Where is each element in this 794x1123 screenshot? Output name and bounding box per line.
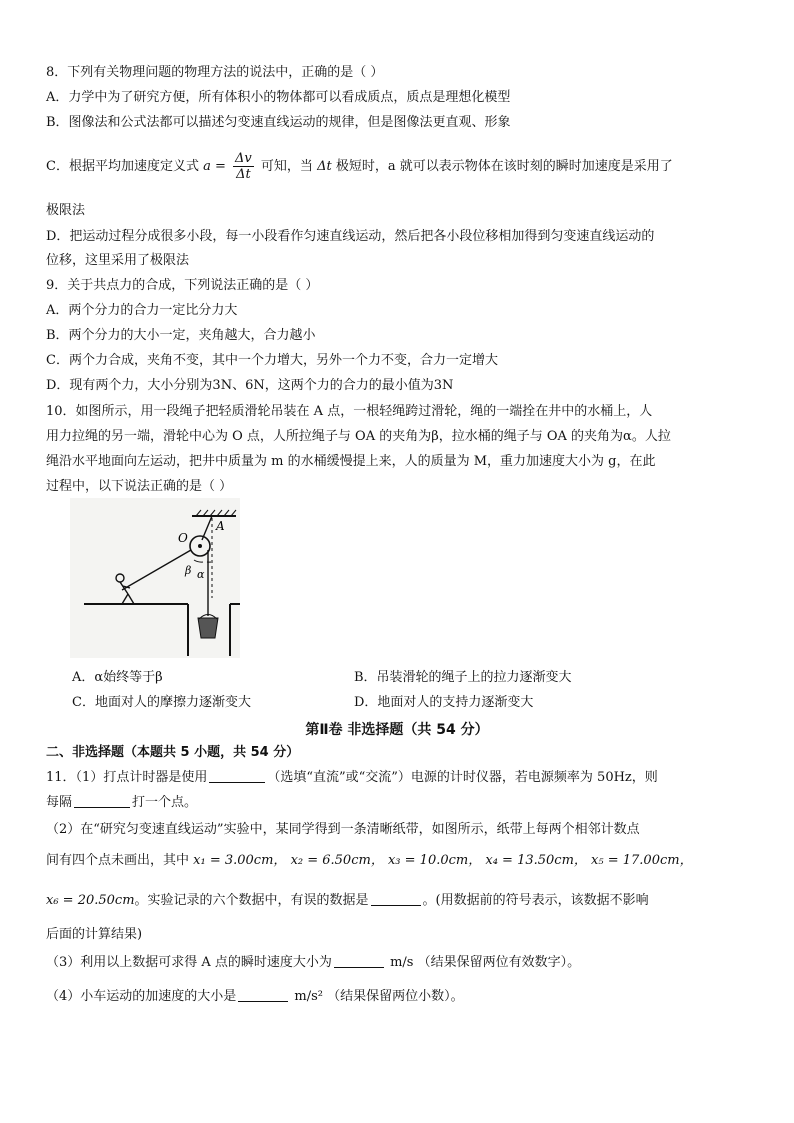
x1-value: x₁ = 3.00cm， <box>193 853 287 868</box>
q8-option-a: A．力学中为了研究方便，所有体积小的物体都可以看成质点，质点是理想化模型 <box>46 90 511 105</box>
answer-blank-5[interactable] <box>238 987 288 1002</box>
q8-option-b: B．图像法和公式法都可以描述匀变速直线运动的规律，但是图像法更直观、形象 <box>46 115 511 130</box>
q10-line1: 10．如图所示，用一段绳子把轻质滑轮吊装在 A 点，一根轻绳跨过滑轮，绳的一端拴在井中的水桶上，人 <box>46 404 653 419</box>
q11-part1-line1 <box>46 767 746 789</box>
beta-arc <box>194 560 203 562</box>
x3-value: x₃ = 10.0cm， <box>387 853 482 868</box>
q8-option-c-post: 极短时，a 就可以表示物体在该时刻的瞬时加速度是采用了 <box>335 159 673 174</box>
q10-option-a: A．α始终等于β <box>72 670 163 685</box>
q8-formula-a: a <box>203 159 211 174</box>
q11-part2-line4: 后面的计算结果) <box>46 927 143 942</box>
q11-p1-b: （选填“直流”或“交流”）电源的计时仪器，若电源频率为 50Hz，则 <box>267 770 658 785</box>
q8-delta-t: Δt <box>317 159 332 174</box>
q11-part2-line1: （2）在“研究匀变速直线运动”实验中，某同学得到一条清晰纸带，如图所示，纸带上每两个相邻计数点 <box>46 822 640 837</box>
q11-part4 <box>46 986 746 1008</box>
q11-p3-unit: m/s <box>390 955 414 970</box>
q11-part2-line3 <box>46 888 746 914</box>
label-a: A <box>216 519 225 533</box>
q8-stem: 8．下列有关物理问题的物理方法的说法中，正确的是（ ） <box>46 65 384 80</box>
rope-to-person <box>122 550 191 590</box>
q11-p4-unit: m/s² <box>294 989 324 1004</box>
x2-value: x₂ = 6.50cm， <box>290 853 384 868</box>
q11-part2-line2 <box>46 848 746 874</box>
q8-option-c-mid: 可知，当 <box>260 159 313 174</box>
x4-value: x₄ = 13.50cm， <box>485 853 587 868</box>
q11-p2-b: 间有四个点未画出，其中 <box>46 853 190 868</box>
answer-blank-2[interactable] <box>74 793 130 808</box>
q9-option-b: B．两个分力的大小一定，夹角越大，合力越小 <box>46 328 316 343</box>
label-alpha: α <box>197 568 205 581</box>
q8-option-d-line1: D．把运动过程分成很多小段，每一小段看作匀速直线运动，然后把各小段位移相加得到匀变速直线运动的 <box>46 229 655 244</box>
q10-option-d: D．地面对人的支持力逐渐变大 <box>354 695 534 710</box>
part2-title: 第Ⅱ卷 非选择题（共 54 分） <box>305 722 489 738</box>
q8-fraction-denominator: Δt <box>236 167 251 182</box>
answer-blank-3[interactable] <box>371 891 421 906</box>
q11-p1-c: 每隔 <box>46 795 73 810</box>
q11-p3-a: （3）利用以上数据可求得 A 点的瞬时速度大小为 <box>46 955 332 970</box>
q11-part1-line2 <box>46 792 746 814</box>
q8-fraction <box>233 151 254 182</box>
q10-option-c: C．地面对人的摩擦力逐渐变大 <box>72 695 251 710</box>
bucket <box>198 618 218 638</box>
q11-p4-a: （4）小车运动的加速度的大小是 <box>46 989 237 1004</box>
q11-p4-b: （结果保留两位小数）。 <box>327 989 464 1004</box>
q11-p1-a: 11．（1）打点计时器是使用 <box>46 770 208 785</box>
q8-fraction-numerator: Δv <box>235 151 252 166</box>
q10-line2: 用力拉绳的另一端，滑轮中心为 O 点，人所拉绳子与 OA 的夹角为β，拉水桶的绳子与 OA 的夹角为α。人拉 <box>46 429 671 444</box>
q8-option-c: C．根据平均加速度定义式 a = $\frac{\Delta v}{\Delta t}$ 可知，当 Δt 极短时，a 就可以表示物体在该时刻的瞬时加速度是采用了 <box>46 151 673 182</box>
q8-option-c-pre: C．根据平均加速度定义式 <box>46 159 199 174</box>
x6-value: x₆ = 20.50cm <box>46 893 135 908</box>
pulley-well-figure <box>70 498 240 658</box>
part2-heading: 二、非选择题（本题共 5 小题，共 54 分） <box>46 745 300 760</box>
q11-part3 <box>46 952 746 974</box>
q9-stem: 9．关于共点力的合成，下列说法正确的是（ ） <box>46 278 319 293</box>
q9-option-d: D．现有两个力，大小分别为3N、6N，这两个力的合力的最小值为3N <box>46 378 454 393</box>
answer-blank-1[interactable] <box>209 768 265 783</box>
q9-option-a: A．两个分力的合力一定比分力大 <box>46 303 238 318</box>
label-o: O <box>178 531 188 545</box>
label-beta: β <box>185 564 192 577</box>
pulley-diagram <box>70 498 240 658</box>
q10-line4: 过程中，以下说法正确的是（ ） <box>46 479 233 494</box>
q10-option-b: B．吊装滑轮的绳子上的拉力逐渐变大 <box>354 670 572 685</box>
q9-option-c: C．两个力合成，夹角不变，其中一个力增大，另外一个力不变，合力一定增大 <box>46 353 498 368</box>
x5-value: x₅ = 17.00cm， <box>591 853 693 868</box>
pulley-center <box>198 544 202 548</box>
person-figure <box>116 574 134 604</box>
q11-p3-b: （结果保留两位有效数字）。 <box>417 955 581 970</box>
q11-p1-d: 打一个点。 <box>132 795 198 810</box>
q11-p2-d: 。(用数据前的符号表示，该数据不影响 <box>422 893 649 908</box>
q8-option-d-line2: 位移，这里采用了极限法 <box>46 253 190 268</box>
q10-line3: 绳沿水平地面向左运动，把井中质量为 m 的水桶缓慢提上来，人的质量为 M，重力加速度大小为 g，在此 <box>46 454 656 469</box>
q11-p2-c: 。实验记录的六个数据中，有误的数据是 <box>134 893 369 908</box>
q8-option-c-continued: 极限法 <box>46 203 86 218</box>
answer-blank-4[interactable] <box>334 953 384 968</box>
